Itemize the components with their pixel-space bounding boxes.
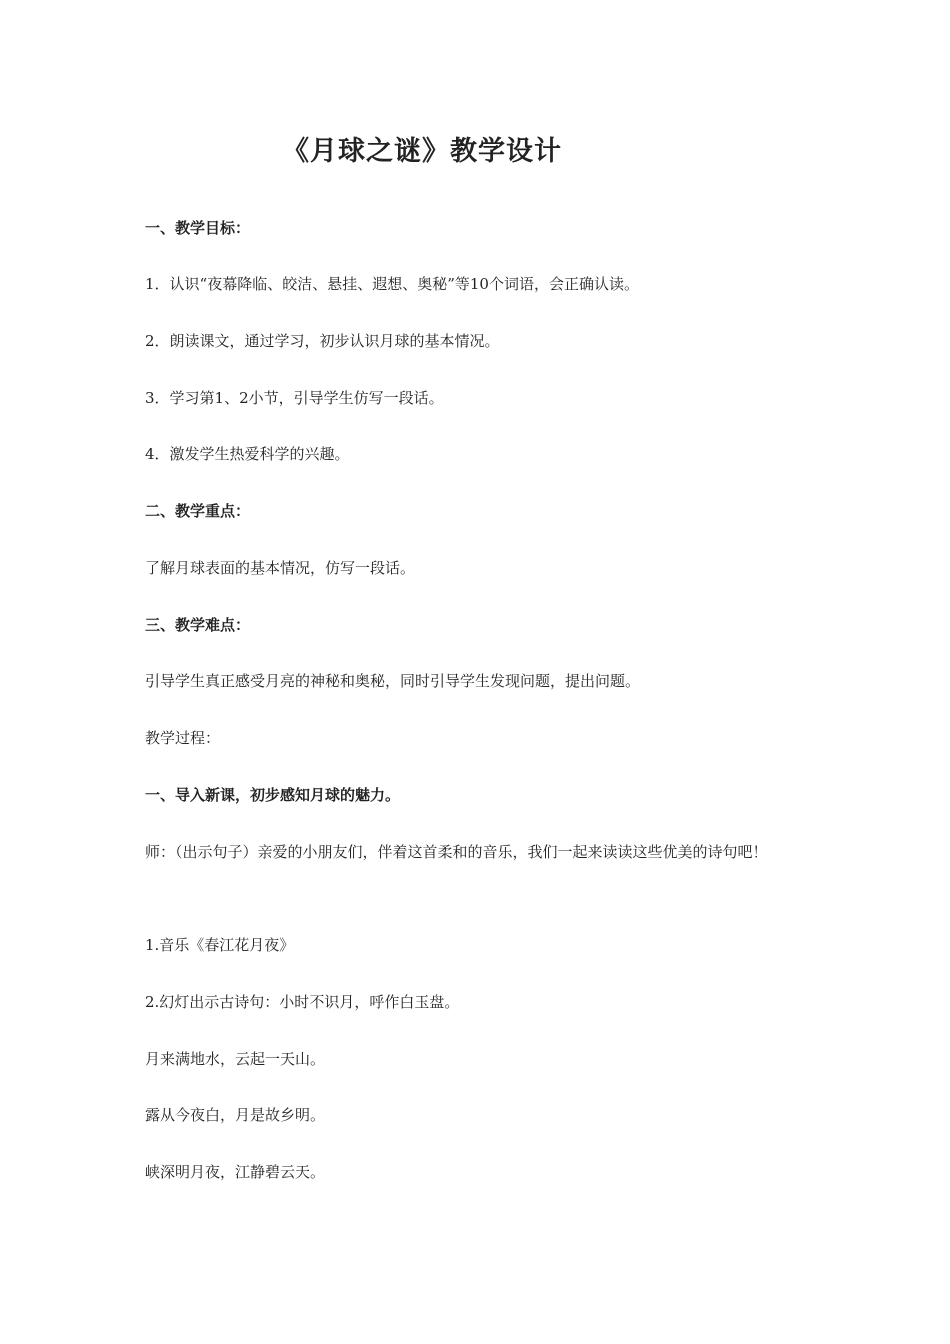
document-title: 《月球之谜》教学设计 [282,136,562,167]
section-heading-goals: 一、教学目标： [145,219,251,237]
key-point-text: 了解月球表面的基本情况，仿写一段话。 [145,559,416,577]
goal-item-4: 4．激发学生热爱科学的兴趣。 [145,445,350,463]
difficulty-text: 引导学生真正感受月亮的神秘和奥秘，同时引导学生发现问题，提出问题。 [145,672,641,690]
goal-item-1: 1．认识“夜幕降临、皎洁、悬挂、遐想、奥秘”等10个词语，会正确认读。 [145,275,639,293]
section-heading-key-point: 二、教学重点： [145,502,251,520]
teacher-line: 师：（出示句子）亲爱的小朋友们，伴着这首柔和的音乐，我们一起来读读这些优美的诗句吧！ [145,843,768,861]
poem-line-1: 月来满地水，云起一天山。 [145,1050,326,1068]
poem-line-3: 峡深明月夜，江静碧云天。 [145,1163,326,1181]
goal-item-2: 2．朗读课文，通过学习，初步认识月球的基本情况。 [145,332,500,350]
list-item-2: 2.幻灯出示古诗句：小时不识月，呼作白玉盘。 [145,993,460,1011]
goal-item-3: 3．学习第1、2小节，引导学生仿写一段话。 [145,389,444,407]
step-heading-1: 一、导入新课，初步感知月球的魅力。 [145,786,401,804]
process-label: 教学过程： [145,729,221,747]
poem-line-2: 露从今夜白，月是故乡明。 [145,1106,326,1124]
list-item-1: 1.音乐《春江花月夜》 [145,936,295,954]
section-heading-difficulty: 三、教学难点： [145,616,251,634]
